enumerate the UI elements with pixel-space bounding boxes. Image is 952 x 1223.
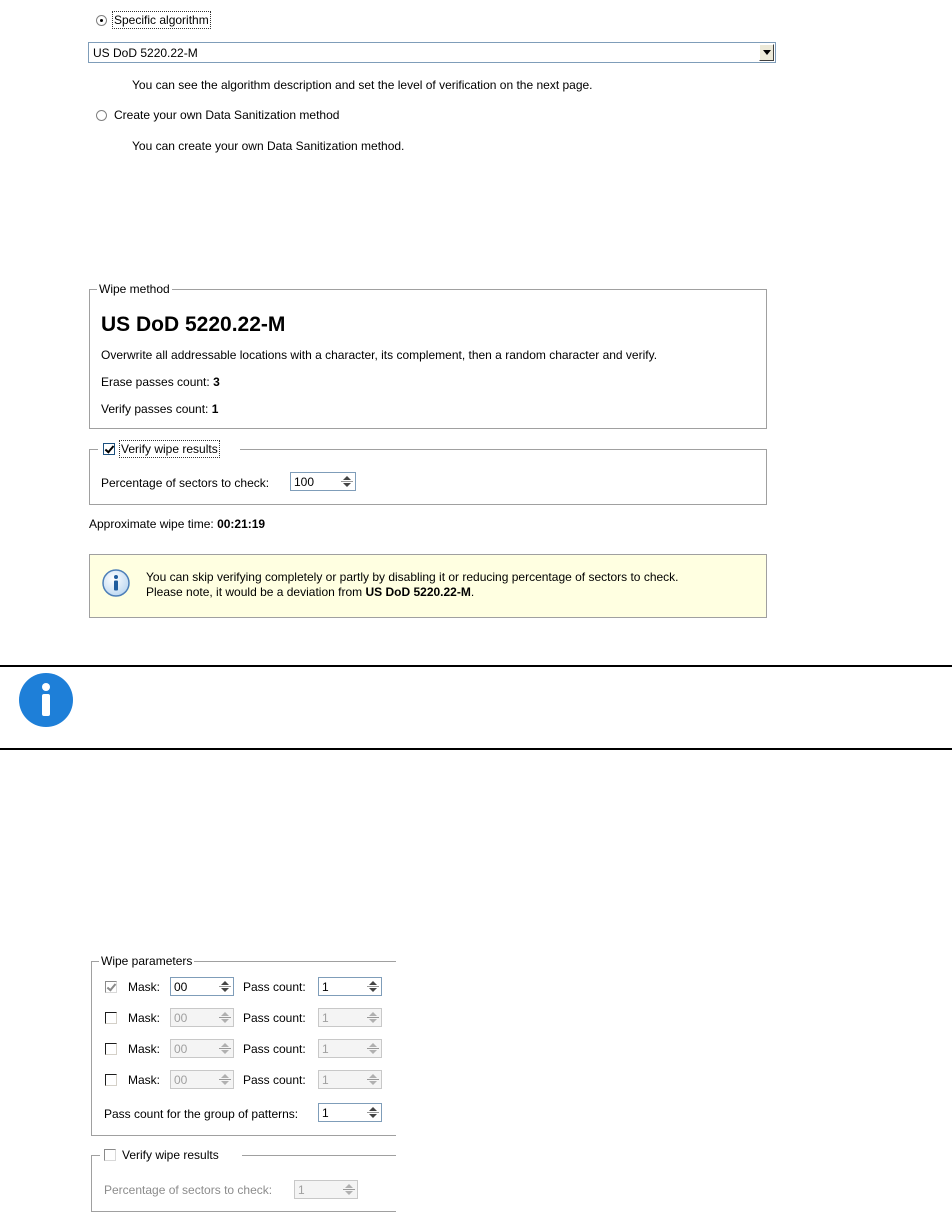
mask-value: 00 — [174, 1011, 188, 1025]
spin-divider — [219, 986, 231, 987]
verify-passes-label — [101, 402, 218, 416]
verify-legend — [98, 441, 240, 457]
erase-passes-text: Erase passes count: — [101, 375, 210, 389]
spin-divider — [367, 1017, 379, 1018]
percentage-spinner[interactable] — [290, 472, 356, 491]
erase-passes-value: 3 — [213, 375, 220, 389]
info-line-2 — [146, 585, 474, 599]
wipe-params-legend: Wipe parameters — [101, 954, 193, 968]
mask-value: 00 — [174, 1073, 188, 1087]
verify-passes-text: Verify passes count: — [101, 402, 209, 416]
mask-spinner[interactable] — [170, 1039, 234, 1058]
verify-wipe-label[interactable]: Verify wipe results — [121, 442, 218, 456]
spin-divider — [219, 1079, 231, 1080]
custom-method-label[interactable]: Create your own Data Sanitization method — [114, 108, 340, 122]
pass-count-label: Pass count: — [243, 1042, 306, 1056]
algorithm-select-value: US DoD 5220.22-M — [93, 46, 198, 60]
spin-divider — [367, 1112, 379, 1113]
mask-row-checkbox[interactable] — [105, 1043, 117, 1055]
custom-hint: You can create your own Data Sanitization method. — [132, 139, 405, 153]
mask-value: 00 — [174, 980, 188, 994]
mask-spinner[interactable] — [170, 977, 234, 996]
info-line-2-bold: US DoD 5220.22-M — [365, 585, 471, 599]
group-pass-value: 1 — [322, 1106, 329, 1120]
info-box — [89, 554, 767, 618]
approx-wipe-time-value: 00:21:19 — [217, 517, 266, 531]
pass-count-label: Pass count: — [243, 980, 306, 994]
spin-divider — [367, 1079, 379, 1080]
mask-value: 00 — [174, 1042, 188, 1056]
mask-label: Mask: — [128, 1073, 161, 1087]
group-pass-spinner[interactable] — [318, 1103, 382, 1122]
pass-count-spinner[interactable] — [318, 1039, 382, 1058]
pass-count-label: Pass count: — [243, 1073, 306, 1087]
custom-method-radio[interactable] — [96, 110, 107, 121]
pass-count-spinner[interactable] — [318, 977, 382, 996]
pass-count-value: 1 — [322, 1011, 329, 1025]
pass-count-value: 1 — [322, 980, 329, 994]
mask-label: Mask: — [128, 1011, 161, 1025]
info-icon — [18, 672, 74, 728]
spin-divider — [367, 986, 379, 987]
spin-divider — [341, 481, 353, 482]
specific-hint: You can see the algorithm description and set the level of verification on the next page. — [132, 78, 593, 92]
specific-algorithm-radio[interactable] — [96, 15, 107, 26]
percentage-value: 100 — [294, 475, 315, 489]
algorithm-select[interactable] — [88, 42, 776, 63]
verify-legend-2 — [100, 1147, 242, 1163]
wipe-method-name: US DoD 5220.22-M — [101, 313, 286, 336]
percentage-spinner-2[interactable] — [294, 1180, 358, 1199]
spin-divider — [367, 1048, 379, 1049]
info-icon — [102, 569, 130, 597]
specific-algorithm-label[interactable]: Specific algorithm — [114, 13, 209, 27]
mask-row-checkbox[interactable] — [105, 981, 117, 993]
pass-count-label: Pass count: — [243, 1011, 306, 1025]
wipe-method-legend: Wipe method — [99, 282, 170, 296]
erase-passes-label — [101, 375, 220, 389]
note-top-rule — [0, 665, 952, 667]
verify-wipe-checkbox-2[interactable] — [104, 1149, 116, 1161]
group-pass-label: Pass count for the group of patterns: — [104, 1107, 299, 1121]
spin-divider — [219, 1017, 231, 1018]
pass-count-spinner[interactable] — [318, 1070, 382, 1089]
percentage-value-2: 1 — [298, 1183, 305, 1197]
chevron-down-icon[interactable] — [759, 44, 774, 61]
pass-count-spinner[interactable] — [318, 1008, 382, 1027]
info-line-2-prefix: Please note, it would be a deviation from — [146, 585, 366, 599]
verify-wipe-checkbox[interactable] — [103, 443, 115, 455]
wipe-method-description: Overwrite all addressable locations with a character, its complement, then a random character and verify. — [101, 348, 658, 362]
pass-count-value: 1 — [322, 1073, 329, 1087]
spin-divider — [219, 1048, 231, 1049]
pass-count-value: 1 — [322, 1042, 329, 1056]
verify-passes-value: 1 — [211, 402, 219, 416]
percentage-label-2: Percentage of sectors to check: — [104, 1183, 273, 1197]
mask-spinner[interactable] — [170, 1008, 234, 1027]
mask-label: Mask: — [128, 980, 161, 994]
mask-row-checkbox[interactable] — [105, 1074, 117, 1086]
approx-wipe-time-label: Approximate wipe time: — [89, 517, 214, 531]
mask-row-checkbox[interactable] — [105, 1012, 117, 1024]
note-bottom-rule — [0, 748, 952, 750]
verify-wipe-label-2[interactable]: Verify wipe results — [122, 1148, 219, 1162]
approx-wipe-time — [89, 517, 265, 531]
spin-divider — [343, 1189, 355, 1190]
percentage-label: Percentage of sectors to check: — [101, 476, 270, 490]
info-line-1: You can skip verifying completely or partly by disabling it or reducing percentage of sectors to check. — [146, 570, 679, 584]
info-line-2-suffix: . — [470, 585, 475, 599]
mask-spinner[interactable] — [170, 1070, 234, 1089]
mask-label: Mask: — [128, 1042, 161, 1056]
